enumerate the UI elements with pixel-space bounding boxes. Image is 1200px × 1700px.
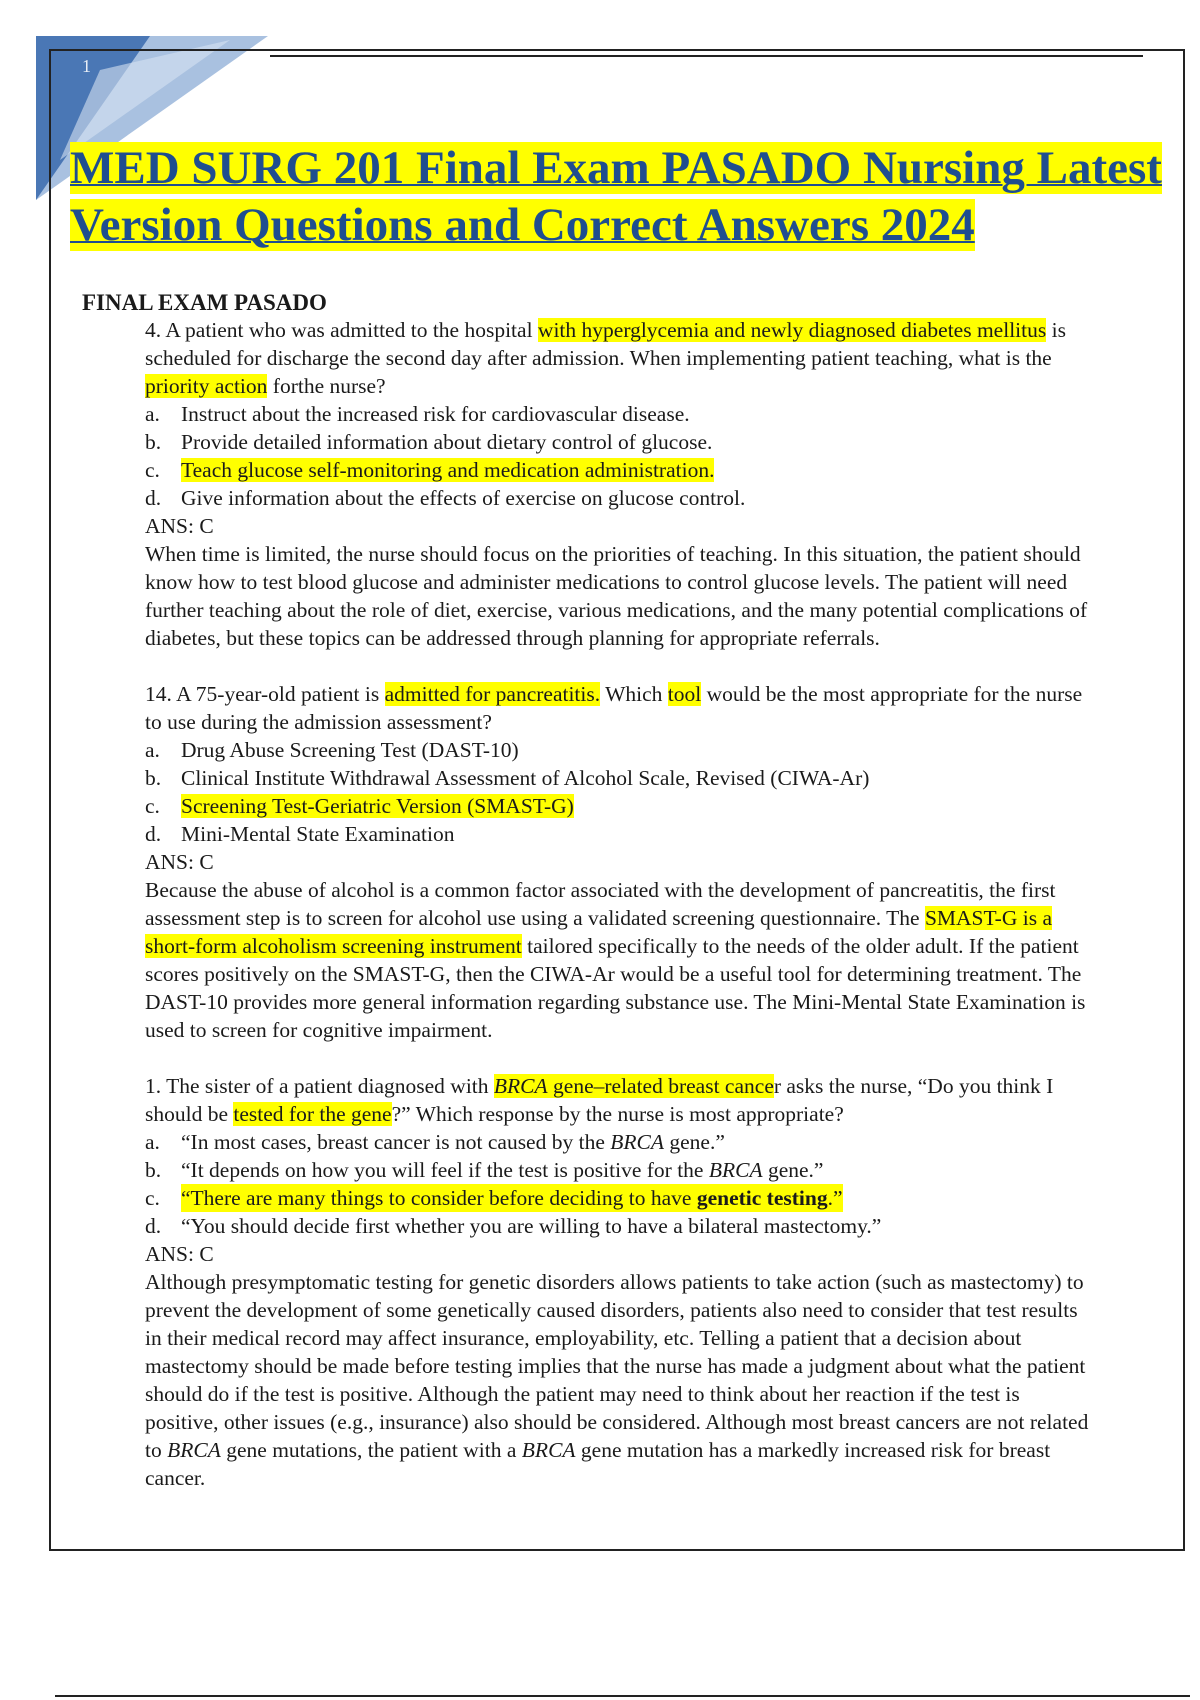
question-block [145,316,1095,652]
option-text [181,1156,823,1184]
rationale-text: gene mutation has a markedly increased risk for breast cancer. [145,1438,1051,1490]
stem-text: is scheduled for discharge the second day after admission. When implementing patient teaching, what is the [145,318,1066,370]
answer-option [145,820,1095,848]
option-part-bold: genetic testing [696,1186,828,1210]
option-part: “There are many things to consider before deciding to have [181,1186,697,1210]
option-part: “It depends on how you will feel if the test is positive for the [181,1158,709,1182]
option-text: Provide detailed information about dietary control of glucose. [181,430,713,454]
rationale [145,876,1095,1044]
option-part: gene.” [762,1158,824,1182]
question-stem [145,316,1095,400]
stem-text: ?” Which response by the nurse is most appropriate? [391,1102,844,1126]
stem-highlight: tool [667,682,702,706]
page-number: 1 [82,56,91,76]
stem-text: r asks the nurse, “Do you think I should be [145,1074,1054,1126]
stem-text: 14. A 75-year-old patient is [145,682,385,706]
stem-text: would be the most appropriate for the nurse to use during the admission assessment? [145,682,1083,734]
stem-highlight: tested for the gene [233,1102,392,1126]
rationale: When time is limited, the nurse should focus on the priorities of teaching. In this situation, the patient should know how to test blood glucose and administer medications to control glucose levels. The patient will need further teaching about the role of diet, exercise, various medications, and the many potential complications of diabetes, but these topics can be addressed through planning for appropriate referrals. [145,542,1088,650]
option-text: Screening Test-Geriatric Version (SMAST-G) [181,794,574,818]
option-part: “In most cases, breast cancer is not caused by the [181,1130,611,1154]
option-part-italic: BRCA [610,1130,664,1154]
option-letter: b. [145,430,162,454]
option-letter: d. [145,822,162,846]
stem-text: Which [600,682,668,706]
rationale-highlight: SMAST-G is a short-form alcoholism screening instrument [145,906,1052,958]
answer-key: ANS: C [145,1242,214,1266]
question-block [145,680,1095,1044]
option-letter: a. [145,1130,160,1154]
option-part: .” [827,1186,843,1210]
rationale-text: Because the abuse of alcohol is a common factor associated with the development of pancreatitis, the first assessment step is to screen for alcohol use using a validated screening questionnaire. The [145,878,1056,930]
title-line-1: MED SURG 201 Final Exam PASADO Nursing Latest [70,142,1162,194]
answer-option [145,1128,1095,1156]
option-part-italic: BRCA [708,1158,763,1182]
answer-option-correct [145,1184,1095,1212]
option-text: “You should decide first whether you are willing to have a bilateral mastectomy.” [181,1214,882,1238]
question-block [145,1072,1095,1492]
answer-option [145,1156,1095,1184]
answer-option [145,428,1095,456]
option-text: Give information about the effects of exercise on glucose control. [181,486,746,510]
option-text: Mini-Mental State Examination [181,822,455,846]
title-line-2: Version Questions and Correct Answers 2024 [70,199,975,251]
answer-option-correct [145,456,1095,484]
option-letter: c. [145,1186,160,1210]
option-letter: d. [145,1214,162,1238]
question-stem [145,1072,1095,1128]
option-letter: c. [145,458,160,482]
answer-option [145,736,1095,764]
question-stem [145,680,1095,736]
stem-highlight-italic: BRCA [493,1074,548,1098]
rationale-text: tailored specifically to the needs of the older adult. If the patient scores positively on the SMAST-G, then the CIWA-Ar would be a useful tool for determining treatment. The DAST-10 provides more general information regarding substance use. The Mini-Mental State Examination is used to screen for cognitive impairment. [145,934,1086,1042]
rationale-text: Although presymptomatic testing for genetic disorders allows patients to take action (such as mastectomy) to prevent the development of some genetically caused disorders, patients also need to consider that test results in their medical record may affect insurance, employability, etc. Telling a patient that a decision about mastectomy should be made before testing implies that the nurse has made a judgment about what the patient should do if the test is positive. Although the patient may need to think about her reaction if the test is positive, other issues (e.g., insurance) also should be considered. Although most breast cancers are not related to [145,1270,1089,1462]
answer-option [145,1212,1095,1240]
stem-highlight: admitted for pancreatitis. [384,682,601,706]
rationale [145,1268,1095,1492]
stem-highlight: with hyperglycemia and newly diagnosed diabetes mellitus [537,318,1047,342]
footer-rule [55,1695,1190,1697]
rationale-italic: BRCA [521,1438,576,1462]
option-text: Instruct about the increased risk for cardiovascular disease. [181,402,690,426]
option-letter: a. [145,402,160,426]
option-letter: b. [145,1158,162,1182]
answer-key: ANS: C [145,514,214,538]
answer-option [145,484,1095,512]
stem-highlight: priority action [145,374,268,398]
option-letter: c. [145,794,160,818]
option-text: Drug Abuse Screening Test (DAST-10) [181,738,519,762]
answer-option [145,764,1095,792]
stem-text: 1. The sister of a patient diagnosed with [145,1074,494,1098]
option-text: Clinical Institute Withdrawal Assessment of Alcohol Scale, Revised (CIWA-Ar) [181,766,870,790]
option-letter: b. [145,766,162,790]
option-part: gene.” [664,1130,725,1154]
stem-highlight: gene–related breast cance [547,1074,774,1098]
answer-option [145,400,1095,428]
option-text [181,1184,843,1212]
stem-text: forthe nurse? [267,374,386,398]
stem-text: 4. A patient who was admitted to the hospital [145,318,538,342]
document-title [70,140,1200,254]
section-heading: FINAL EXAM PASADO [82,290,327,315]
questions-content [145,316,1095,1520]
option-letter: d. [145,486,162,510]
answer-key: ANS: C [145,850,214,874]
option-text: Teach glucose self-monitoring and medication administration. [181,458,715,482]
option-text [181,1128,725,1156]
option-letter: a. [145,738,160,762]
answer-option-correct [145,792,1095,820]
rationale-text: gene mutations, the patient with a [220,1438,522,1462]
rationale-italic: BRCA [167,1438,221,1462]
